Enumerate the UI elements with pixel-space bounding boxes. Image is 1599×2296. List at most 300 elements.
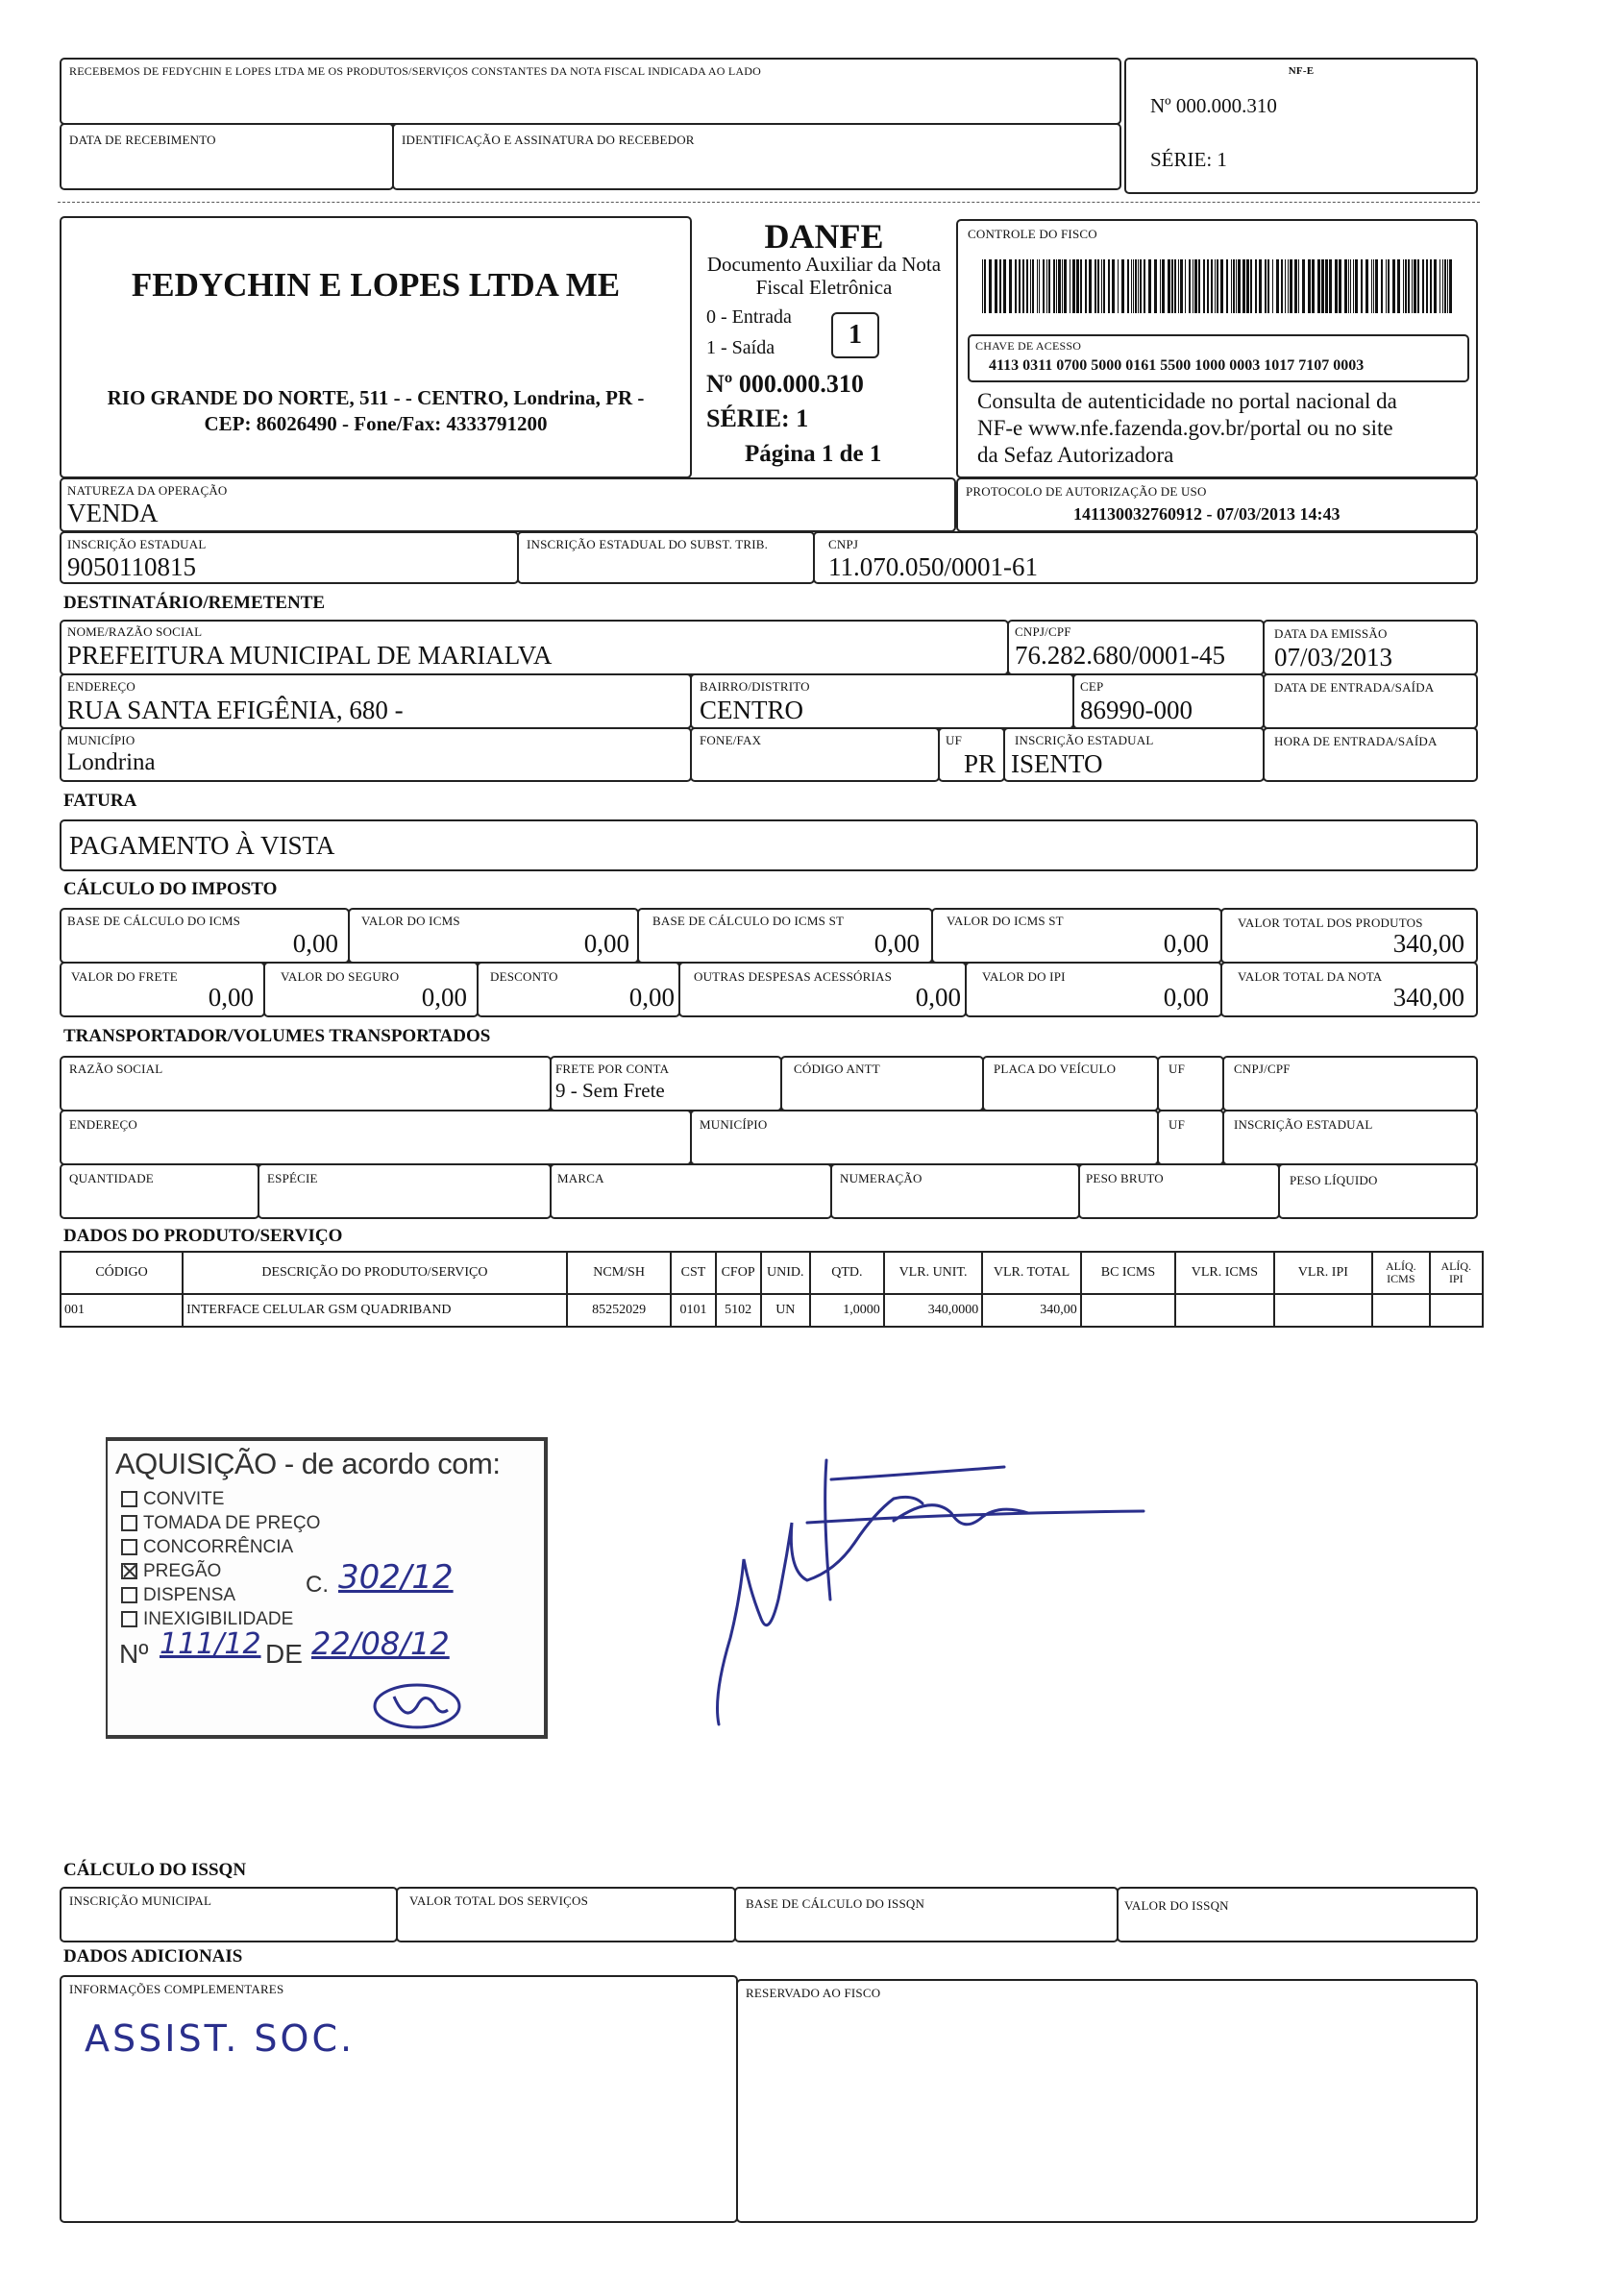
consulta-l3: da Sefaz Autorizadora: [977, 443, 1174, 467]
barcode-bar: [1046, 259, 1047, 313]
emitente-box: [60, 216, 692, 478]
danfe-subtitle-l2: Fiscal Eletrônica: [755, 276, 893, 299]
danfe-tipo-box: 1: [831, 312, 879, 358]
issqn-base-box: [734, 1887, 1119, 1942]
barcode-bar: [1335, 259, 1338, 313]
transp-peso-liquido-box: [1278, 1163, 1478, 1219]
transp-frete-value: 9 - Sem Frete: [555, 1079, 665, 1102]
barcode-bar: [1154, 259, 1157, 313]
barcode-bar: [1053, 259, 1055, 313]
transp-peso-bruto-label: PESO BRUTO: [1086, 1171, 1164, 1185]
adicionais-section-title: DADOS ADICIONAIS: [63, 1946, 243, 1966]
canhoto-recebemos-text: RECEBEMOS DE FEDYCHIN E LOPES LTDA ME OS PRODUTOS/SERVIÇOS CONSTANTES DA NOTA FISCAL INDICADA AO LADO: [69, 64, 761, 78]
signature: [711, 1455, 1153, 1734]
dest-nome-box: [60, 620, 1009, 675]
barcode-bar: [1058, 259, 1061, 313]
col-vlr-icms-header: VLR. ICMS: [1175, 1252, 1273, 1294]
dest-bairro-value: CENTRO: [700, 696, 803, 724]
barcode-bar: [1138, 259, 1139, 313]
barcode-bar: [1072, 259, 1075, 313]
barcode-bar: [1426, 259, 1428, 313]
danfe-entrada: 0 - Entrada: [706, 306, 792, 328]
issqn-valor-label: VALOR DO ISSQN: [1124, 1898, 1229, 1913]
col-vlr-unit-header: VLR. UNIT.: [884, 1252, 982, 1294]
barcode-bar: [1259, 259, 1262, 313]
issqn-base-label: BASE DE CÁLCULO DO ISSQN: [746, 1896, 925, 1911]
barcode-bar: [1290, 259, 1292, 313]
barcode-bar: [1365, 259, 1368, 313]
barcode-bar: [1189, 259, 1191, 313]
transp-placa-box: [982, 1056, 1159, 1111]
issqn-valor-box: [1117, 1887, 1478, 1942]
base-st-value: 0,00: [873, 929, 920, 958]
barcode-bar: [1246, 259, 1249, 313]
produtos-header-row: [61, 1252, 1483, 1294]
dest-endereco-value: RUA SANTA EFIGÊNIA, 680 -: [67, 696, 404, 724]
dest-emissao-label: DATA DA EMISSÃO: [1274, 626, 1388, 641]
dest-hora-label: HORA DE ENTRADA/SAÍDA: [1274, 734, 1438, 748]
transp-uf-label: UF: [1168, 1062, 1186, 1076]
reservado-fisco-label: RESERVADO AO FISCO: [746, 1986, 881, 2000]
barcode-bar: [1022, 259, 1024, 313]
transp-antt-label: CÓDIGO ANTT: [794, 1062, 880, 1076]
transp-especie-label: ESPÉCIE: [267, 1171, 318, 1185]
emitente-endereco-l2: CEP: 86026490 - Fone/Fax: 4333791200: [204, 412, 548, 435]
barcode-bar: [1015, 259, 1017, 313]
checkbox-tomada: [121, 1515, 137, 1531]
barcode-bar: [1226, 259, 1228, 313]
cell-vlr-unit: 340,0000: [884, 1294, 982, 1327]
emitente-nome: FEDYCHIN E LOPES LTDA ME: [131, 266, 621, 304]
barcode-bar: [1180, 259, 1183, 313]
barcode-bar: [1171, 259, 1173, 313]
transp-ie-box: [1222, 1110, 1478, 1165]
info-complementar-label: INFORMAÇÕES COMPLEMENTARES: [69, 1982, 284, 1996]
barcode-bar: [1133, 259, 1134, 313]
barcode-bar: [1095, 259, 1096, 313]
info-manuscrita: ASSIST. SOC.: [85, 2017, 356, 2060]
dest-uf-box: [938, 727, 1005, 782]
dest-uf-label: UF: [946, 733, 963, 747]
stamp-option-pregao: PREGÃO: [121, 1559, 320, 1583]
col-codigo-header: CÓDIGO: [61, 1252, 183, 1294]
dest-endereco-label: ENDEREÇO: [67, 679, 135, 694]
barcode-bar: [1392, 259, 1395, 313]
col-cst-header: CST: [671, 1252, 715, 1294]
transp-cnpj-box: [1222, 1056, 1478, 1111]
barcode-bar: [1144, 259, 1145, 313]
barcode-bar: [1064, 259, 1067, 313]
barcode-bar: [1101, 259, 1102, 313]
barcode-bar: [1348, 259, 1349, 313]
dest-emissao-value: 07/03/2013: [1274, 643, 1393, 672]
base-icms-label: BASE DE CÁLCULO DO ICMS: [67, 914, 241, 928]
stamp-option-convite: CONVITE: [121, 1487, 320, 1511]
natureza-label: NATUREZA DA OPERAÇÃO: [67, 483, 228, 498]
canhoto-data-box: [60, 123, 394, 190]
barcode-bar: [1381, 259, 1383, 313]
natureza-box: [60, 477, 956, 532]
cell-cst: 0101: [671, 1294, 715, 1327]
canhoto-nfe-box: [1124, 58, 1478, 194]
barcode-bar: [1371, 259, 1372, 313]
valor-icms-label: VALOR DO ICMS: [361, 914, 460, 928]
barcode-bar: [1308, 259, 1311, 313]
col-vlr-total-header: VLR. TOTAL: [982, 1252, 1080, 1294]
barcode-bar: [1288, 259, 1289, 313]
base-st-box: [637, 908, 933, 964]
barcode-bar: [1030, 259, 1031, 313]
barcode-bar: [1312, 259, 1315, 313]
frete-value: 0,00: [208, 983, 254, 1012]
total-produtos-label: VALOR TOTAL DOS PRODUTOS: [1238, 916, 1423, 930]
transp-municipio-box: [690, 1110, 1159, 1165]
total-produtos-box: [1220, 908, 1478, 964]
barcode-bar: [1198, 259, 1200, 313]
transp-frete-label: FRETE POR CONTA: [555, 1062, 670, 1076]
issqn-im-label: INSCRIÇÃO MUNICIPAL: [69, 1893, 212, 1908]
transp-placa-label: PLACA DO VEÍCULO: [994, 1062, 1117, 1076]
total-nota-value: 340,00: [1392, 983, 1464, 1012]
controle-fisco-label: CONTROLE DO FISCO: [968, 227, 1097, 241]
barcode-bar: [1353, 259, 1354, 313]
barcode-bar: [1162, 259, 1165, 313]
barcode-bar: [1250, 259, 1252, 313]
barcode-bar: [1422, 259, 1424, 313]
barcode-bar: [1329, 259, 1332, 313]
total-nota-box: [1220, 962, 1478, 1017]
barcode-bar: [1089, 259, 1092, 313]
desconto-label: DESCONTO: [490, 969, 558, 984]
emitente-endereco-l1: RIO GRANDE DO NORTE, 511 - - CENTRO, Londrina, PR -: [107, 386, 645, 409]
canhoto-recebemos-box: [60, 58, 1121, 125]
ie-box: [60, 531, 519, 584]
cnpj-emitente-box: [813, 531, 1478, 584]
barcode-bar: [1003, 259, 1006, 313]
dest-ie-label: INSCRIÇÃO ESTADUAL: [1015, 733, 1154, 747]
transp-razao-box: [60, 1056, 552, 1111]
barcode-bar: [1097, 259, 1099, 313]
consulta-l2: NF-e www.nfe.fazenda.gov.br/portal ou no site: [977, 416, 1393, 440]
barcode-bar: [1325, 259, 1328, 313]
dest-cep-label: CEP: [1080, 679, 1104, 694]
barcode-bar: [1405, 259, 1407, 313]
issqn-im-box: [60, 1887, 398, 1942]
cell-bc-icms: [1081, 1294, 1175, 1327]
barcode-bar: [1217, 259, 1218, 313]
issqn-section-title: CÁLCULO DO ISSQN: [63, 1860, 247, 1880]
stamp-c-value: 302/12: [338, 1558, 454, 1597]
dest-ie-box: [1003, 727, 1265, 782]
dest-entrada-saida-label: DATA DE ENTRADA/SAÍDA: [1274, 680, 1435, 695]
danfe-subtitle-l1: Documento Auxiliar da Nota: [706, 253, 942, 276]
transp-uf2-label: UF: [1168, 1117, 1186, 1132]
stamp-option-dispensa: DISPENSA: [121, 1583, 320, 1607]
protocolo-value: 141130032760912 - 07/03/2013 14:43: [1073, 504, 1341, 524]
barcode-bar: [1355, 259, 1358, 313]
ie-value: 9050110815: [67, 552, 196, 581]
checkbox-concorrencia: [121, 1539, 137, 1555]
aquisicao-stamp: [106, 1437, 548, 1739]
col-qtd-header: QTD.: [810, 1252, 884, 1294]
col-aliq-ipi-header: ALÍQ. IPI: [1430, 1252, 1483, 1294]
barcode-bar: [1048, 259, 1050, 313]
base-icms-box: [60, 908, 350, 964]
barcode-bar: [1118, 259, 1119, 313]
cell-vlr-icms: [1175, 1294, 1273, 1327]
barcode-bar: [1236, 259, 1237, 313]
barcode-bar: [1080, 259, 1082, 313]
desconto-box: [477, 962, 680, 1017]
barcode-bar: [1242, 259, 1245, 313]
barcode-bar: [1417, 259, 1419, 313]
controle-fisco-box: [956, 219, 1478, 478]
dest-uf-value: PR: [963, 749, 996, 778]
transp-municipio-label: MUNICÍPIO: [700, 1117, 768, 1132]
cell-cfop: 5102: [716, 1294, 761, 1327]
transp-cnpj-label: CNPJ/CPF: [1234, 1062, 1291, 1076]
barcode-bar: [1215, 259, 1216, 313]
dest-cnpj-value: 76.282.680/0001-45: [1015, 641, 1225, 670]
barcode-bar: [1434, 259, 1437, 313]
dest-entrada-saida-box: [1263, 673, 1478, 729]
checkbox-inexigibilidade: [121, 1611, 137, 1627]
stamp-n-label: Nº: [119, 1639, 149, 1669]
col-bc-icms-header: BC ICMS: [1081, 1252, 1175, 1294]
issqn-total-label: VALOR TOTAL DOS SERVIÇOS: [409, 1893, 589, 1908]
desconto-value: 0,00: [628, 983, 675, 1012]
barcode-bar: [1062, 259, 1063, 313]
valor-st-value: 0,00: [1163, 929, 1209, 958]
cnpj-emitente-value: 11.070.050/0001-61: [828, 552, 1038, 581]
col-descricao-header: DESCRIÇÃO DO PRODUTO/SERVIÇO: [183, 1252, 567, 1294]
chave-acesso-label: CHAVE DE ACESSO: [975, 339, 1082, 353]
frete-label: VALOR DO FRETE: [71, 969, 178, 984]
dest-municipio-box: [60, 727, 692, 782]
stamp-option-tomada: TOMADA DE PREÇO: [121, 1511, 320, 1535]
danfe-saida: 1 - Saída: [706, 337, 775, 358]
barcode-bar: [1108, 259, 1110, 313]
dest-municipio-label: MUNICÍPIO: [67, 733, 135, 747]
outras-label: OUTRAS DESPESAS ACESSÓRIAS: [694, 969, 893, 984]
barcode-bar: [995, 259, 997, 313]
stamp-n-value: 111/12: [160, 1627, 261, 1661]
transportador-section-title: TRANSPORTADOR/VOLUMES TRANSPORTADOS: [63, 1026, 491, 1046]
cell-aliq-icms: [1372, 1294, 1429, 1327]
cell-codigo: 001: [61, 1294, 183, 1327]
col-unid-header: UNID.: [761, 1252, 810, 1294]
valor-icms-box: [348, 908, 639, 964]
frete-box: [60, 962, 265, 1017]
barcode-bar: [1339, 259, 1341, 313]
barcode-bar: [1121, 259, 1124, 313]
valor-icms-value: 0,00: [583, 929, 629, 958]
consulta-l1: Consulta de autenticidade no portal nacional da: [977, 389, 1397, 413]
barcode-bar: [1127, 259, 1129, 313]
transp-marca-box: [550, 1163, 832, 1219]
transp-ie-label: INSCRIÇÃO ESTADUAL: [1234, 1117, 1373, 1132]
barcode-bar: [1160, 259, 1161, 313]
outras-value: 0,00: [915, 983, 961, 1012]
barcode-bar: [1255, 259, 1257, 313]
barcode-bar: [1386, 259, 1387, 313]
base-icms-value: 0,00: [292, 929, 338, 958]
barcode-bar: [1265, 259, 1267, 313]
dest-emissao-box: [1263, 620, 1478, 675]
barcode-bar: [1317, 259, 1320, 313]
total-produtos-value: 340,00: [1392, 929, 1464, 958]
imposto-section-title: CÁLCULO DO IMPOSTO: [63, 879, 278, 899]
dest-endereco-box: [60, 673, 692, 729]
destinatario-section-title: DESTINATÁRIO/REMETENTE: [63, 593, 326, 613]
transp-uf-box: [1157, 1056, 1224, 1111]
barcode-bar: [1085, 259, 1087, 313]
dest-hora-box: [1263, 727, 1478, 782]
barcode-bar: [1302, 259, 1305, 313]
barcode-bar: [1444, 259, 1446, 313]
col-vlr-ipi-header: VLR. IPI: [1274, 1252, 1372, 1294]
transp-quantidade-box: [60, 1163, 259, 1219]
barcode-bar: [1220, 259, 1223, 313]
barcode-bar: [1272, 259, 1273, 313]
barcode-bar: [984, 259, 986, 313]
canhoto-nfe-label: NF-E: [1288, 65, 1315, 77]
checkbox-pregao: [121, 1563, 137, 1579]
barcode-bar: [1056, 259, 1057, 313]
info-complementar-box: [60, 1975, 738, 2223]
cell-vlr-ipi: [1274, 1294, 1372, 1327]
dest-fone-box: [690, 727, 940, 782]
cell-vlr-total: 340,00: [982, 1294, 1080, 1327]
cell-ncm: 85252029: [567, 1294, 672, 1327]
barcode-bar: [1447, 259, 1448, 313]
barcode-bar: [1135, 259, 1137, 313]
danfe-pagina: Página 1 de 1: [745, 441, 882, 467]
dest-nome-label: NOME/RAZÃO SOCIAL: [67, 624, 203, 639]
ipi-value: 0,00: [1163, 983, 1209, 1012]
barcode-bar: [1009, 259, 1012, 313]
dest-nome-value: PREFEITURA MUNICIPAL DE MARIALVA: [67, 641, 553, 670]
stamp-option-concorrencia: CONCORRÊNCIA: [121, 1535, 320, 1559]
canhoto-numero: Nº 000.000.310: [1150, 94, 1277, 117]
chave-acesso-value: 4113 0311 0700 5000 0161 5500 1000 0003 1017 7107 0003: [989, 357, 1365, 374]
barcode-bar: [1131, 259, 1132, 313]
cell-descricao: INTERFACE CELULAR GSM QUADRIBAND: [183, 1294, 567, 1327]
transp-especie-box: [258, 1163, 552, 1219]
dest-cep-value: 86990-000: [1080, 696, 1193, 724]
canhoto-identificacao-box: [392, 123, 1121, 190]
barcode-bar: [1174, 259, 1176, 313]
outras-box: [678, 962, 967, 1017]
barcode-bar: [1233, 259, 1235, 313]
barcode-bar: [1103, 259, 1105, 313]
dest-cnpj-label: CNPJ/CPF: [1015, 624, 1071, 639]
barcode-bar: [1148, 259, 1151, 313]
canhoto-identificacao-label: IDENTIFICAÇÃO E ASSINATURA DO RECEBEDOR: [402, 133, 695, 147]
barcode-bar: [1168, 259, 1170, 313]
danfe-title: DANFE: [764, 217, 884, 256]
barcode-bar: [1361, 259, 1363, 313]
dest-ie-value: ISENTO: [1011, 749, 1103, 778]
barcode-bar: [1203, 259, 1205, 313]
table-row: [61, 1294, 1483, 1327]
barcode-bar: [1207, 259, 1209, 313]
barcode-bar: [1112, 259, 1115, 313]
dest-fone-label: FONE/FAX: [700, 733, 762, 747]
transp-endereco-label: ENDEREÇO: [69, 1117, 137, 1132]
barcode-bar: [1238, 259, 1241, 313]
barcode-bar: [1178, 259, 1179, 313]
barcode-bar: [1281, 259, 1283, 313]
barcode-bar: [989, 259, 992, 313]
stamp-options: [121, 1487, 320, 1631]
danfe-block: [692, 216, 956, 478]
fatura-texto: PAGAMENTO À VISTA: [69, 831, 335, 860]
produtos-table: [60, 1251, 1484, 1328]
base-st-label: BASE DE CÁLCULO DO ICMS ST: [652, 914, 845, 928]
col-aliq-icms-header: ALÍQ. ICMS: [1372, 1252, 1429, 1294]
seguro-label: VALOR DO SEGURO: [281, 969, 400, 984]
barcode: [982, 259, 1453, 313]
produtos-section-title: DADOS DO PRODUTO/SERVIÇO: [63, 1226, 343, 1246]
col-ncm-header: NCM/SH: [567, 1252, 672, 1294]
barcode-bar: [1211, 259, 1213, 313]
barcode-bar: [1397, 259, 1400, 313]
protocolo-label: PROTOCOLO DE AUTORIZAÇÃO DE USO: [966, 484, 1207, 499]
stamp-de-value: 22/08/12: [311, 1625, 450, 1662]
dest-bairro-box: [690, 673, 1074, 729]
barcode-bar: [1026, 259, 1028, 313]
danfe-numero: Nº 000.000.310: [706, 370, 864, 398]
barcode-bar: [1344, 259, 1347, 313]
barcode-bar: [1267, 259, 1269, 313]
barcode-bar: [1231, 259, 1232, 313]
barcode-bar: [982, 259, 983, 313]
transp-quantidade-label: QUANTIDADE: [69, 1171, 154, 1185]
barcode-bar: [1140, 259, 1142, 313]
cell-unid: UN: [761, 1294, 810, 1327]
seguro-value: 0,00: [421, 983, 467, 1012]
ie-label: INSCRIÇÃO ESTADUAL: [67, 537, 207, 551]
valor-st-box: [931, 908, 1222, 964]
stamp-initials: [367, 1677, 473, 1735]
transp-endereco-box: [60, 1110, 692, 1165]
ipi-box: [965, 962, 1222, 1017]
barcode-bar: [1298, 259, 1299, 313]
protocolo-box: [956, 477, 1478, 532]
transp-razao-label: RAZÃO SOCIAL: [69, 1062, 163, 1076]
cell-aliq-ipi: [1430, 1294, 1483, 1327]
barcode-bar: [1043, 259, 1045, 313]
transp-peso-bruto-box: [1078, 1163, 1280, 1219]
ipi-label: VALOR DO IPI: [982, 969, 1066, 984]
barcode-bar: [1449, 259, 1452, 313]
barcode-bar: [1412, 259, 1413, 313]
total-nota-label: VALOR TOTAL DA NOTA: [1238, 969, 1383, 984]
danfe-serie: SÉRIE: 1: [706, 404, 809, 432]
issqn-total-box: [396, 1887, 736, 1942]
dest-cep-box: [1072, 673, 1265, 729]
barcode-bar: [1408, 259, 1410, 313]
barcode-bar: [1276, 259, 1279, 313]
checkbox-convite: [121, 1491, 137, 1507]
barcode-bar: [1185, 259, 1186, 313]
canhoto-divider: [58, 202, 1480, 203]
barcode-bar: [1037, 259, 1038, 313]
barcode-bar: [1285, 259, 1286, 313]
canhoto-serie: SÉRIE: 1: [1150, 148, 1227, 171]
dest-cnpj-box: [1007, 620, 1265, 675]
